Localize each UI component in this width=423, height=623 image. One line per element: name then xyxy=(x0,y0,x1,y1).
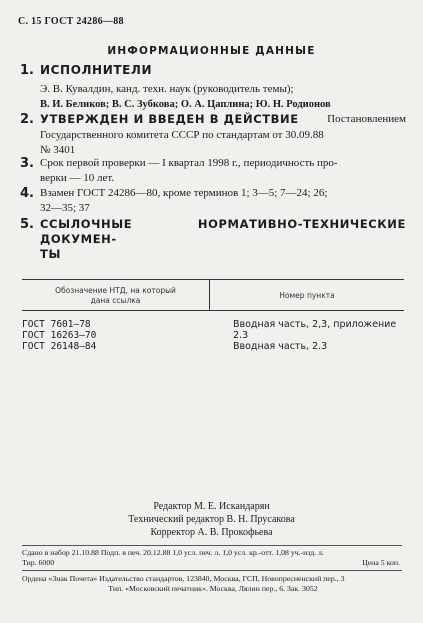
imprint-price: Цена 5 коп. xyxy=(362,558,400,567)
table-row-2-ref: 2.3 xyxy=(233,330,249,341)
section-2-line-3: № 3401 xyxy=(40,144,76,156)
section-4-number: 4. xyxy=(20,186,34,201)
section-3-line-2: верки — 10 лет. xyxy=(40,172,115,184)
table-row-1-ref: Вводная часть, 2,3, приложение xyxy=(233,319,397,330)
section-3-number: 3. xyxy=(20,156,34,171)
section-1-number: 1. xyxy=(20,63,34,78)
imprint-line-3: Ордена «Знак Почета» Издательство стандартов, 123840, Москва, ГСП, Новопресненский пер., 3 xyxy=(22,574,345,583)
section-5 xyxy=(40,217,406,262)
credit-corrector: Корректор А. В. Прокофьева xyxy=(150,527,273,538)
section-5-number: 5. xyxy=(20,217,34,232)
section-2-number: 2. xyxy=(20,112,34,127)
section-3 xyxy=(40,156,406,186)
section-4 xyxy=(40,186,406,216)
table-header-ref: Номер пункта xyxy=(279,291,335,300)
table-row-3-ref: Вводная часть, 2.3 xyxy=(233,341,328,352)
imprint-line-4: Тип. «Московский печатник». Москва, Лялин пер., 6. Зак. 3052 xyxy=(108,584,318,593)
table-row-3-doc: ГОСТ 26148—84 xyxy=(22,341,97,352)
table-header-doc: Обозначение НТД, на который дана ссылка xyxy=(55,286,176,305)
credit-editor: Редактор М. Е. Искандарян xyxy=(153,501,270,512)
section-1-line-1: Э. В. Кувалдин, канд. техн. наук (руководитель темы); xyxy=(40,83,294,95)
page-title: ИНФОРМАЦИОННЫЕ ДАННЫЕ xyxy=(107,45,316,57)
section-2-line-2: Государственного комитета СССР по стандартам от 30.09.88 xyxy=(40,129,324,141)
section-4-line-1: Взамен ГОСТ 24286—80, кроме терминов 1; 3—5; 7—24; 26; xyxy=(40,187,328,199)
section-2 xyxy=(40,112,406,158)
imprint-bottom-rule xyxy=(22,570,402,571)
table-top-rule xyxy=(22,279,404,280)
table-header-rule xyxy=(22,310,404,311)
section-5-heading-line-1: ССЫЛОЧНЫЕ НОРМАТИВНО-ТЕХНИЧЕСКИЕ ДОКУМЕН- xyxy=(40,217,406,246)
imprint-line-1: Сдано в набор 21.10.88 Подп. в печ. 20.12.88 1,0 усл. печ. л. 1,0 усл. кр.-отт. 1,08 уч.-изд. л. xyxy=(22,548,324,557)
table-row-1-doc: ГОСТ 7601—78 xyxy=(22,319,91,330)
credit-tech-editor: Технический редактор В. Н. Прусакова xyxy=(128,514,295,525)
imprint-print-run: Тир. 6000 xyxy=(22,558,55,567)
section-5-heading-line-2: ТЫ xyxy=(40,247,61,261)
imprint-top-rule xyxy=(22,545,402,546)
section-2-heading: УТВЕРЖДЕН И ВВЕДЕН В ДЕЙСТВИЕ xyxy=(40,112,299,126)
section-1-line-2: В. И. Беликов; В. С. Зубкова; О. А. Цаплина; Ю. Н. Родионов xyxy=(40,99,331,110)
section-2-line-1-rest: Постановлением xyxy=(327,113,406,125)
reference-table xyxy=(22,279,404,352)
table-row-2-doc: ГОСТ 16263—70 xyxy=(22,330,97,341)
section-4-line-2: 32—35; 37 xyxy=(40,202,90,214)
section-1 xyxy=(40,63,406,112)
section-3-line-1: Срок первой проверки — I квартал 1998 г., периодичность про- xyxy=(40,157,338,169)
page-header: С. 15 ГОСТ 24286—88 xyxy=(18,16,124,27)
imprint-line-2 xyxy=(22,558,404,568)
section-1-heading: ИСПОЛНИТЕЛИ xyxy=(40,63,153,77)
